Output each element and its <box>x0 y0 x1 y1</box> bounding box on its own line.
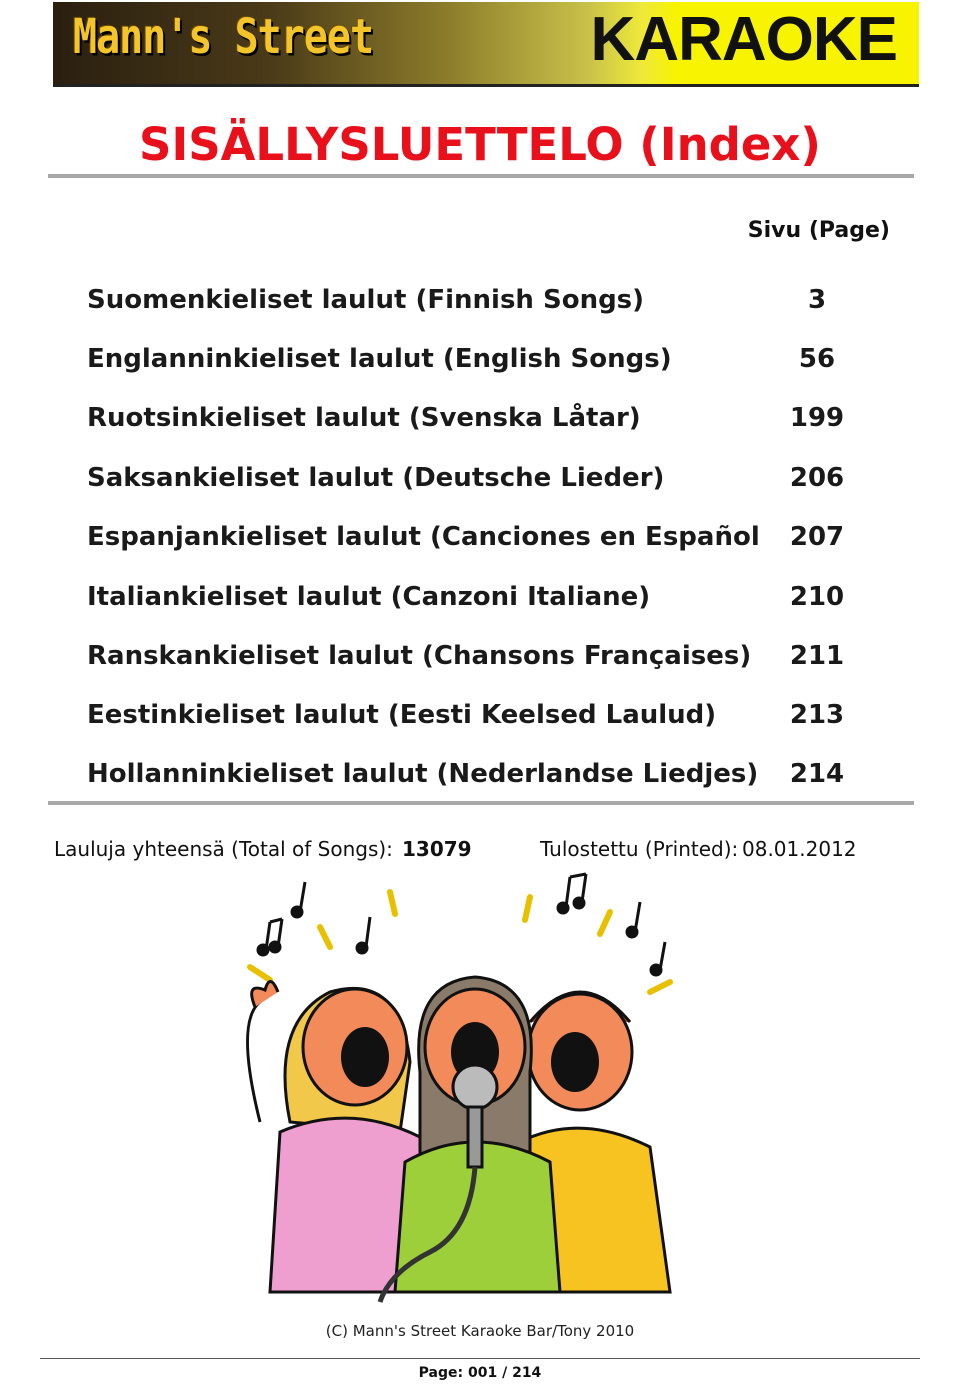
toc-entry-page: 199 <box>789 403 845 433</box>
page-number: Page: 001 / 214 <box>418 1365 542 1381</box>
footer-divider <box>40 1358 920 1359</box>
toc-entry-page: 214 <box>789 759 845 789</box>
toc-entry-label: Italiankieliset laulut (Canzoni Italiane) <box>87 582 651 612</box>
page-column-header: Sivu (Page) <box>747 218 890 243</box>
header-banner <box>53 2 919 87</box>
copyright-text: (C) Mann's Street Karaoke Bar/Tony 2010 <box>325 1322 635 1340</box>
toc-entry <box>87 463 887 503</box>
microphone-icon <box>453 1065 497 1109</box>
toc-entry-label: Ruotsinkieliset laulut (Svenska Låtar) <box>87 403 641 433</box>
karaoke-singers-illustration <box>230 872 700 1312</box>
title-divider <box>48 174 914 178</box>
toc-entry <box>87 759 887 799</box>
toc-entry-page: 207 <box>789 522 845 552</box>
printed-date: 08.01.2012 <box>742 837 857 861</box>
toc-entry-label: Espanjankieliset laulut (Canciones en Español <box>87 522 760 552</box>
toc-entry <box>87 700 887 740</box>
toc-entry-label: Hollanninkieliset laulut (Nederlandse Liedjes) <box>87 759 759 789</box>
toc-entry-label: Suomenkieliset laulut (Finnish Songs) <box>87 285 645 315</box>
total-songs-label: Lauluja yhteensä (Total of Songs): <box>54 837 393 861</box>
toc-entry-page: 3 <box>807 285 827 315</box>
toc-entry <box>87 522 887 562</box>
mannsstreet-logo: Mann's Street <box>73 10 374 66</box>
toc-entry-page: 206 <box>789 463 845 493</box>
toc-divider <box>48 801 914 805</box>
toc-entry <box>87 582 887 622</box>
printed-label: Tulostettu (Printed): <box>540 837 739 861</box>
karaoke-banner-title: KARAOKE <box>590 5 897 74</box>
total-songs-value: 13079 <box>402 837 472 861</box>
toc-entry-label: Englanninkieliset laulut (English Songs) <box>87 344 672 374</box>
toc-entry <box>87 641 887 681</box>
page-title: SISÄLLYSLUETTELO (Index) <box>139 118 821 171</box>
toc-entry-page: 211 <box>789 641 845 671</box>
toc-entry <box>87 403 887 443</box>
toc-entry <box>87 344 887 384</box>
toc-entry-page: 56 <box>798 344 836 374</box>
toc-entry-label: Saksankieliset laulut (Deutsche Lieder) <box>87 463 665 493</box>
toc-entry-page: 213 <box>789 700 845 730</box>
toc-entry-page: 210 <box>789 582 845 612</box>
toc-entry-label: Ranskankieliset laulut (Chansons Françaises) <box>87 641 752 671</box>
toc-entry <box>87 285 887 325</box>
toc-entry-label: Eestinkieliset laulut (Eesti Keelsed Laulud) <box>87 700 717 730</box>
